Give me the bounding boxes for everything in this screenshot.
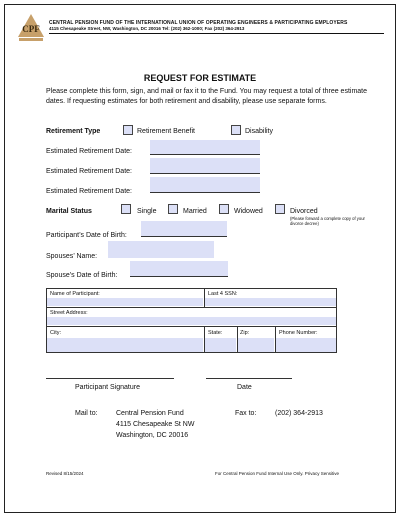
spouse-name-field[interactable] [108, 241, 214, 258]
street-address-field[interactable] [47, 317, 336, 325]
single-label: Single [137, 208, 157, 215]
spouse-name-label: Spouses’ Name: [46, 253, 98, 260]
retirement-benefit-checkbox[interactable] [123, 125, 133, 135]
internal-use-note: For Central Pension Fund Internal Use Only. Privacy Sensitive [215, 471, 339, 476]
estimated-date-3-field[interactable] [150, 177, 260, 193]
signature-line[interactable] [46, 377, 174, 379]
married-checkbox[interactable] [168, 204, 178, 214]
date-line[interactable] [206, 377, 292, 379]
spouse-dob-field[interactable] [130, 261, 228, 277]
single-checkbox[interactable] [121, 204, 131, 214]
form-instructions: Please complete this form, sign, and mail or fax it to the Fund. You may request a total of three estimate dates. If requesting estimates for both retirement and disability, please use separate forms. [46, 88, 368, 105]
estimated-date-2-label: Estimated Retirement Date: [46, 168, 132, 175]
estimated-date-3-label: Estimated Retirement Date: [46, 188, 132, 195]
last4-ssn-label: Last 4 SSN: [208, 291, 238, 297]
table-row-divider [46, 326, 337, 327]
participant-dob-field[interactable] [141, 221, 227, 237]
state-label: State: [208, 330, 223, 336]
married-label: Married [183, 208, 207, 215]
divorced-note: (Please forward a complete copy of your divorce decree) [290, 216, 365, 226]
estimated-date-2-field[interactable] [150, 158, 260, 174]
revised-date: Revised 8/15/2024 [46, 471, 84, 476]
city-label: City: [50, 330, 61, 336]
org-address: 4115 Chesapeake Street, NW, Washington, DC 20016 Tel: (202) 362-1000; Fax (202) 364-2913 [49, 26, 245, 31]
estimated-date-1-field[interactable] [150, 140, 260, 155]
last4-ssn-field[interactable] [205, 298, 336, 306]
fax-label: Fax to: [235, 410, 257, 417]
retirement-type-label: Retirement Type [46, 128, 101, 135]
city-field[interactable] [47, 338, 203, 352]
header-rule [49, 33, 384, 34]
signature-label: Participant Signature [75, 384, 140, 391]
participant-dob-label: Participant’s Date of Birth: [46, 232, 127, 239]
divorced-label: Divorced [290, 208, 318, 215]
mail-city: Washington, DC 20016 [116, 432, 189, 439]
disability-checkbox[interactable] [231, 125, 241, 135]
form-title: REQUEST FOR ESTIMATE [143, 73, 257, 83]
cpf-logo [17, 13, 45, 43]
date-label: Date [237, 384, 252, 391]
svg-text:CPF: CPF [22, 24, 40, 34]
widowed-label: Widowed [234, 208, 263, 215]
widowed-checkbox[interactable] [219, 204, 229, 214]
mail-street: 4115 Chesapeake St NW [116, 421, 195, 428]
fax-number: (202) 364-2913 [275, 410, 323, 417]
zip-label: Zip: [240, 330, 250, 336]
form-page [4, 4, 396, 513]
state-field[interactable] [205, 338, 236, 352]
participant-name-field[interactable] [47, 298, 203, 306]
street-address-label: Street Address: [50, 310, 88, 316]
mail-to-label: Mail to: [75, 410, 98, 417]
table-row-divider [46, 307, 337, 308]
participant-name-label: Name of Participant: [50, 291, 100, 297]
org-name: CENTRAL PENSION FUND OF THE INTERNATIONAL UNION OF OPERATING ENGINEERS & PARTICIPATING EMPLOYERS [49, 20, 348, 26]
disability-label: Disability [245, 128, 274, 135]
spouse-dob-label: Spouse’s Date of Birth: [46, 272, 118, 279]
marital-status-label: Marital Status [46, 208, 92, 215]
phone-field[interactable] [276, 338, 336, 352]
retirement-benefit-label: Retirement Benefit [137, 128, 195, 135]
divorced-checkbox[interactable] [275, 204, 285, 214]
phone-label: Phone Number: [279, 330, 318, 336]
zip-field[interactable] [238, 338, 274, 352]
mail-org: Central Pension Fund [116, 410, 184, 417]
estimated-date-1-label: Estimated Retirement Date: [46, 148, 132, 155]
